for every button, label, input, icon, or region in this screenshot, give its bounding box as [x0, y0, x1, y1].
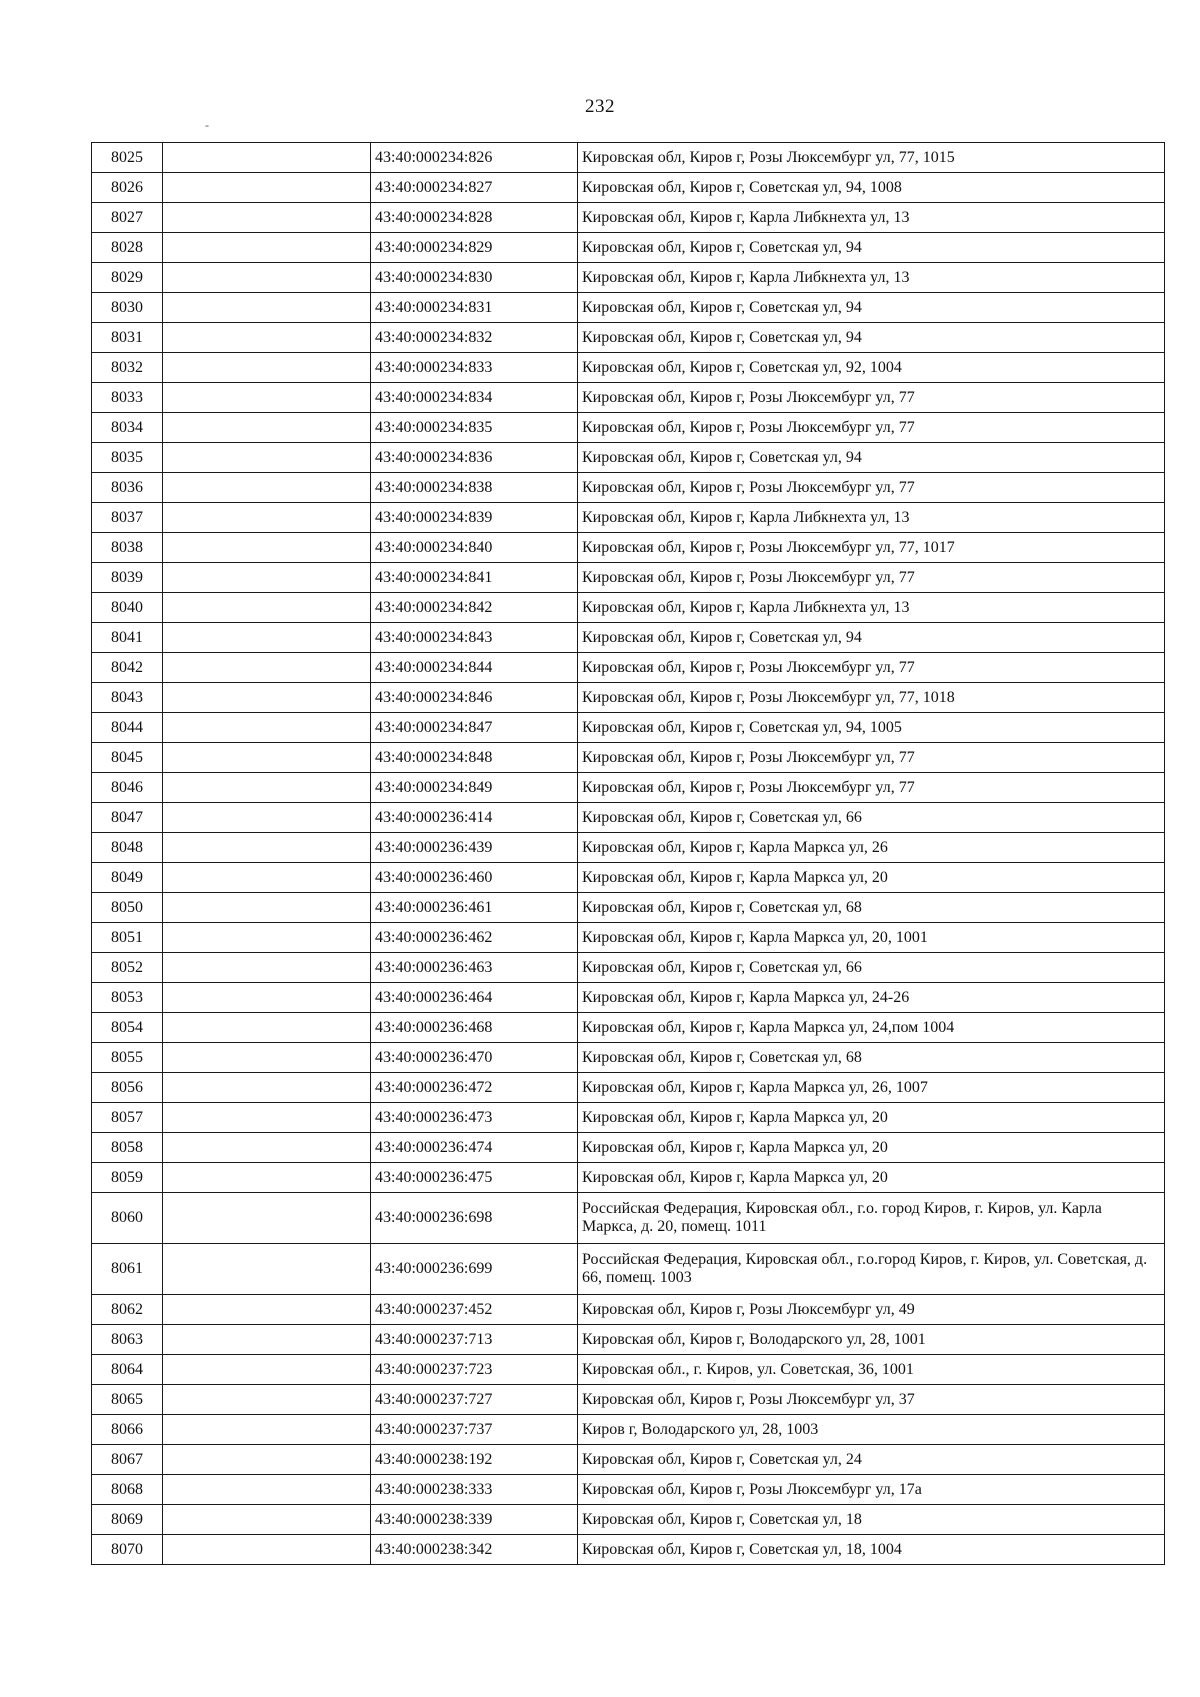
table-row — [92, 1355, 1165, 1385]
address-cell: Кировская обл, Киров г, Советская ул, 94 — [578, 323, 1165, 353]
row-number-cell: 8057 — [92, 1103, 163, 1133]
cadastral-number-cell: 43:40:000238:333 — [371, 1475, 578, 1505]
table-row — [92, 893, 1165, 923]
address-cell: Кировская обл, Киров г, Карла Маркса ул, 26, 1007 — [578, 1073, 1165, 1103]
row-number-cell: 8025 — [92, 143, 163, 173]
address-cell: Кировская обл, Киров г, Розы Люксембург ул, 77 — [578, 383, 1165, 413]
table-row — [92, 713, 1165, 743]
row-number-cell: 8043 — [92, 683, 163, 713]
address-cell: Кировская обл, Киров г, Розы Люксембург ул, 37 — [578, 1385, 1165, 1415]
cadastral-number-cell: 43:40:000234:840 — [371, 533, 578, 563]
empty-cell — [163, 1505, 371, 1535]
address-cell: Кировская обл, Киров г, Карла Маркса ул, 20 — [578, 1103, 1165, 1133]
empty-cell — [163, 203, 371, 233]
address-cell: Кировская обл, Киров г, Розы Люксембург ул, 77 — [578, 413, 1165, 443]
table-row — [92, 743, 1165, 773]
cadastral-number-cell: 43:40:000237:452 — [371, 1295, 578, 1325]
table-row — [92, 1133, 1165, 1163]
table-row — [92, 473, 1165, 503]
table-row — [92, 203, 1165, 233]
address-cell: Кировская обл, Киров г, Розы Люксембург ул, 77, 1017 — [578, 533, 1165, 563]
cadastral-number-cell: 43:40:000238:342 — [371, 1535, 578, 1565]
table-row — [92, 1043, 1165, 1073]
table-row — [92, 1073, 1165, 1103]
cadastral-number-cell: 43:40:000236:470 — [371, 1043, 578, 1073]
address-cell: Кировская обл, Киров г, Советская ул, 92, 1004 — [578, 353, 1165, 383]
table-row — [92, 683, 1165, 713]
row-number-cell: 8036 — [92, 473, 163, 503]
cadastral-number-cell: 43:40:000236:461 — [371, 893, 578, 923]
row-number-cell: 8044 — [92, 713, 163, 743]
cadastral-number-cell: 43:40:000236:468 — [371, 1013, 578, 1043]
registry-table-body — [92, 143, 1165, 1565]
address-cell: Кировская обл, Киров г, Розы Люксембург ул, 17а — [578, 1475, 1165, 1505]
row-number-cell: 8037 — [92, 503, 163, 533]
table-row — [92, 413, 1165, 443]
table-row — [92, 1244, 1165, 1295]
row-number-cell: 8035 — [92, 443, 163, 473]
empty-cell — [163, 893, 371, 923]
cadastral-number-cell: 43:40:000234:829 — [371, 233, 578, 263]
address-cell: Кировская обл, Киров г, Володарского ул, 28, 1001 — [578, 1325, 1165, 1355]
address-cell: Кировская обл., г. Киров, ул. Советская, 36, 1001 — [578, 1355, 1165, 1385]
empty-cell — [163, 563, 371, 593]
row-number-cell: 8030 — [92, 293, 163, 323]
table-row — [92, 653, 1165, 683]
address-cell: Российская Федерация, Кировская обл., г.о.город Киров, г. Киров, ул. Советская, д. 66, помещ. 1003 — [578, 1244, 1165, 1295]
address-cell: Кировская обл, Киров г, Карла Либкнехта ул, 13 — [578, 203, 1165, 233]
address-cell: Кировская обл, Киров г, Карла Либкнехта ул, 13 — [578, 503, 1165, 533]
empty-cell — [163, 143, 371, 173]
empty-cell — [163, 923, 371, 953]
table-row — [92, 1385, 1165, 1415]
empty-cell — [163, 1385, 371, 1415]
table-row — [92, 803, 1165, 833]
row-number-cell: 8045 — [92, 743, 163, 773]
row-number-cell: 8063 — [92, 1325, 163, 1355]
address-cell: Кировская обл, Киров г, Советская ул, 94 — [578, 293, 1165, 323]
address-cell: Кировская обл, Киров г, Розы Люксембург ул, 77 — [578, 473, 1165, 503]
cadastral-number-cell: 43:40:000234:849 — [371, 773, 578, 803]
empty-cell — [163, 623, 371, 653]
cadastral-number-cell: 43:40:000234:842 — [371, 593, 578, 623]
table-row — [92, 353, 1165, 383]
row-number-cell: 8062 — [92, 1295, 163, 1325]
row-number-cell: 8046 — [92, 773, 163, 803]
empty-cell — [163, 1193, 371, 1244]
address-cell: Киров г, Володарского ул, 28, 1003 — [578, 1415, 1165, 1445]
empty-cell — [163, 413, 371, 443]
address-cell: Кировская обл, Киров г, Советская ул, 94 — [578, 623, 1165, 653]
cadastral-number-cell: 43:40:000234:834 — [371, 383, 578, 413]
table-row — [92, 1325, 1165, 1355]
empty-cell — [163, 1244, 371, 1295]
cadastral-number-cell: 43:40:000234:838 — [371, 473, 578, 503]
cadastral-number-cell: 43:40:000238:192 — [371, 1445, 578, 1475]
empty-cell — [163, 953, 371, 983]
empty-cell — [163, 443, 371, 473]
cadastral-number-cell: 43:40:000234:828 — [371, 203, 578, 233]
row-number-cell: 8059 — [92, 1163, 163, 1193]
cadastral-number-cell: 43:40:000238:339 — [371, 1505, 578, 1535]
address-cell: Кировская обл, Киров г, Советская ул, 66 — [578, 803, 1165, 833]
table-row — [92, 1505, 1165, 1535]
empty-cell — [163, 1325, 371, 1355]
table-row — [92, 233, 1165, 263]
table-row — [92, 623, 1165, 653]
stray-mark: - — [205, 118, 209, 132]
address-cell: Кировская обл, Киров г, Карла Маркса ул, 20 — [578, 1133, 1165, 1163]
table-row — [92, 863, 1165, 893]
address-cell: Кировская обл, Киров г, Советская ул, 94, 1008 — [578, 173, 1165, 203]
address-cell: Кировская обл, Киров г, Советская ул, 66 — [578, 953, 1165, 983]
cadastral-number-cell: 43:40:000234:847 — [371, 713, 578, 743]
cadastral-number-cell: 43:40:000236:462 — [371, 923, 578, 953]
row-number-cell: 8047 — [92, 803, 163, 833]
row-number-cell: 8027 — [92, 203, 163, 233]
row-number-cell: 8064 — [92, 1355, 163, 1385]
cadastral-number-cell: 43:40:000234:832 — [371, 323, 578, 353]
row-number-cell: 8033 — [92, 383, 163, 413]
row-number-cell: 8039 — [92, 563, 163, 593]
empty-cell — [163, 1535, 371, 1565]
empty-cell — [163, 1415, 371, 1445]
cadastral-number-cell: 43:40:000236:699 — [371, 1244, 578, 1295]
table-row — [92, 1415, 1165, 1445]
row-number-cell: 8042 — [92, 653, 163, 683]
row-number-cell: 8048 — [92, 833, 163, 863]
registry-table — [91, 142, 1165, 1565]
row-number-cell: 8058 — [92, 1133, 163, 1163]
cadastral-number-cell: 43:40:000234:843 — [371, 623, 578, 653]
row-number-cell: 8054 — [92, 1013, 163, 1043]
address-cell: Кировская обл, Киров г, Советская ул, 94 — [578, 443, 1165, 473]
cadastral-number-cell: 43:40:000236:698 — [371, 1193, 578, 1244]
row-number-cell: 8032 — [92, 353, 163, 383]
row-number-cell: 8070 — [92, 1535, 163, 1565]
empty-cell — [163, 743, 371, 773]
cadastral-number-cell: 43:40:000237:737 — [371, 1415, 578, 1445]
table-row — [92, 1193, 1165, 1244]
table-row — [92, 1445, 1165, 1475]
cadastral-number-cell: 43:40:000236:473 — [371, 1103, 578, 1133]
empty-cell — [163, 1133, 371, 1163]
address-cell: Кировская обл, Киров г, Карла Маркса ул, 20 — [578, 863, 1165, 893]
table-row — [92, 1535, 1165, 1565]
row-number-cell: 8061 — [92, 1244, 163, 1295]
address-cell: Кировская обл, Киров г, Карла Маркса ул, 24-26 — [578, 983, 1165, 1013]
empty-cell — [163, 233, 371, 263]
empty-cell — [163, 263, 371, 293]
empty-cell — [163, 173, 371, 203]
cadastral-number-cell: 43:40:000236:414 — [371, 803, 578, 833]
cadastral-number-cell: 43:40:000234:826 — [371, 143, 578, 173]
table-row — [92, 563, 1165, 593]
empty-cell — [163, 1103, 371, 1133]
cadastral-number-cell: 43:40:000234:830 — [371, 263, 578, 293]
row-number-cell: 8050 — [92, 893, 163, 923]
table-row — [92, 443, 1165, 473]
cadastral-number-cell: 43:40:000237:727 — [371, 1385, 578, 1415]
table-row — [92, 1295, 1165, 1325]
row-number-cell: 8051 — [92, 923, 163, 953]
cadastral-number-cell: 43:40:000236:439 — [371, 833, 578, 863]
row-number-cell: 8069 — [92, 1505, 163, 1535]
table-row — [92, 923, 1165, 953]
cadastral-number-cell: 43:40:000236:463 — [371, 953, 578, 983]
page-number: 232 — [585, 96, 615, 117]
row-number-cell: 8055 — [92, 1043, 163, 1073]
cadastral-number-cell: 43:40:000234:833 — [371, 353, 578, 383]
address-cell: Кировская обл, Киров г, Советская ул, 18 — [578, 1505, 1165, 1535]
cadastral-number-cell: 43:40:000234:836 — [371, 443, 578, 473]
table-row — [92, 833, 1165, 863]
address-cell: Кировская обл, Киров г, Карла Маркса ул, 20, 1001 — [578, 923, 1165, 953]
table-row — [92, 143, 1165, 173]
cadastral-number-cell: 43:40:000236:472 — [371, 1073, 578, 1103]
row-number-cell: 8052 — [92, 953, 163, 983]
row-number-cell: 8041 — [92, 623, 163, 653]
row-number-cell: 8029 — [92, 263, 163, 293]
table-row — [92, 1013, 1165, 1043]
row-number-cell: 8056 — [92, 1073, 163, 1103]
address-cell: Кировская обл, Киров г, Карла Маркса ул, 26 — [578, 833, 1165, 863]
table-row — [92, 1163, 1165, 1193]
empty-cell — [163, 473, 371, 503]
address-cell: Кировская обл, Киров г, Карла Маркса ул, 20 — [578, 1163, 1165, 1193]
address-cell: Кировская обл, Киров г, Советская ул, 68 — [578, 893, 1165, 923]
address-cell: Кировская обл, Киров г, Советская ул, 18, 1004 — [578, 1535, 1165, 1565]
empty-cell — [163, 1355, 371, 1385]
cadastral-number-cell: 43:40:000234:841 — [371, 563, 578, 593]
cadastral-number-cell: 43:40:000234:846 — [371, 683, 578, 713]
cadastral-number-cell: 43:40:000236:460 — [371, 863, 578, 893]
empty-cell — [163, 503, 371, 533]
row-number-cell: 8038 — [92, 533, 163, 563]
cadastral-number-cell: 43:40:000234:848 — [371, 743, 578, 773]
empty-cell — [163, 1013, 371, 1043]
table-row — [92, 1475, 1165, 1505]
empty-cell — [163, 653, 371, 683]
empty-cell — [163, 383, 371, 413]
row-number-cell: 8040 — [92, 593, 163, 623]
empty-cell — [163, 773, 371, 803]
cadastral-number-cell: 43:40:000234:827 — [371, 173, 578, 203]
cadastral-number-cell: 43:40:000234:839 — [371, 503, 578, 533]
row-number-cell: 8028 — [92, 233, 163, 263]
row-number-cell: 8068 — [92, 1475, 163, 1505]
address-cell: Кировская обл, Киров г, Карла Либкнехта ул, 13 — [578, 593, 1165, 623]
empty-cell — [163, 1445, 371, 1475]
empty-cell — [163, 593, 371, 623]
address-cell: Кировская обл, Киров г, Карла Либкнехта ул, 13 — [578, 263, 1165, 293]
table-row — [92, 293, 1165, 323]
empty-cell — [163, 1043, 371, 1073]
empty-cell — [163, 533, 371, 563]
address-cell: Кировская обл, Киров г, Розы Люксембург ул, 77 — [578, 743, 1165, 773]
address-cell: Кировская обл, Киров г, Розы Люксембург ул, 77 — [578, 563, 1165, 593]
cadastral-number-cell: 43:40:000236:475 — [371, 1163, 578, 1193]
address-cell: Кировская обл, Киров г, Розы Люксембург ул, 77, 1015 — [578, 143, 1165, 173]
table-row — [92, 773, 1165, 803]
table-row — [92, 503, 1165, 533]
address-cell: Кировская обл, Киров г, Розы Люксембург ул, 77, 1018 — [578, 683, 1165, 713]
cadastral-number-cell: 43:40:000236:464 — [371, 983, 578, 1013]
row-number-cell: 8026 — [92, 173, 163, 203]
table-row — [92, 383, 1165, 413]
empty-cell — [163, 1295, 371, 1325]
table-row — [92, 323, 1165, 353]
empty-cell — [163, 983, 371, 1013]
cadastral-number-cell: 43:40:000234:835 — [371, 413, 578, 443]
row-number-cell: 8053 — [92, 983, 163, 1013]
row-number-cell: 8049 — [92, 863, 163, 893]
empty-cell — [163, 1073, 371, 1103]
table-row — [92, 533, 1165, 563]
cadastral-number-cell: 43:40:000236:474 — [371, 1133, 578, 1163]
cadastral-number-cell: 43:40:000237:723 — [371, 1355, 578, 1385]
table-row — [92, 263, 1165, 293]
table-row — [92, 1103, 1165, 1133]
cadastral-number-cell: 43:40:000234:831 — [371, 293, 578, 323]
row-number-cell: 8031 — [92, 323, 163, 353]
table-row — [92, 173, 1165, 203]
row-number-cell: 8060 — [92, 1193, 163, 1244]
row-number-cell: 8065 — [92, 1385, 163, 1415]
table-row — [92, 953, 1165, 983]
address-cell: Кировская обл, Киров г, Карла Маркса ул, 24,пом 1004 — [578, 1013, 1165, 1043]
cadastral-number-cell: 43:40:000237:713 — [371, 1325, 578, 1355]
address-cell: Кировская обл, Киров г, Розы Люксембург ул, 77 — [578, 653, 1165, 683]
address-cell: Российская Федерация, Кировская обл., г.о. город Киров, г. Киров, ул. Карла Маркса, д. 20, помещ. 1011 — [578, 1193, 1165, 1244]
empty-cell — [163, 803, 371, 833]
empty-cell — [163, 353, 371, 383]
address-cell: Кировская обл, Киров г, Розы Люксембург ул, 49 — [578, 1295, 1165, 1325]
row-number-cell: 8034 — [92, 413, 163, 443]
address-cell: Кировская обл, Киров г, Розы Люксембург ул, 77 — [578, 773, 1165, 803]
empty-cell — [163, 323, 371, 353]
address-cell: Кировская обл, Киров г, Советская ул, 68 — [578, 1043, 1165, 1073]
empty-cell — [163, 683, 371, 713]
table-row — [92, 983, 1165, 1013]
table-row — [92, 593, 1165, 623]
address-cell: Кировская обл, Киров г, Советская ул, 24 — [578, 1445, 1165, 1475]
empty-cell — [163, 713, 371, 743]
address-cell: Кировская обл, Киров г, Советская ул, 94 — [578, 233, 1165, 263]
cadastral-number-cell: 43:40:000234:844 — [371, 653, 578, 683]
empty-cell — [163, 1163, 371, 1193]
empty-cell — [163, 863, 371, 893]
row-number-cell: 8066 — [92, 1415, 163, 1445]
address-cell: Кировская обл, Киров г, Советская ул, 94, 1005 — [578, 713, 1165, 743]
empty-cell — [163, 1475, 371, 1505]
empty-cell — [163, 293, 371, 323]
row-number-cell: 8067 — [92, 1445, 163, 1475]
empty-cell — [163, 833, 371, 863]
